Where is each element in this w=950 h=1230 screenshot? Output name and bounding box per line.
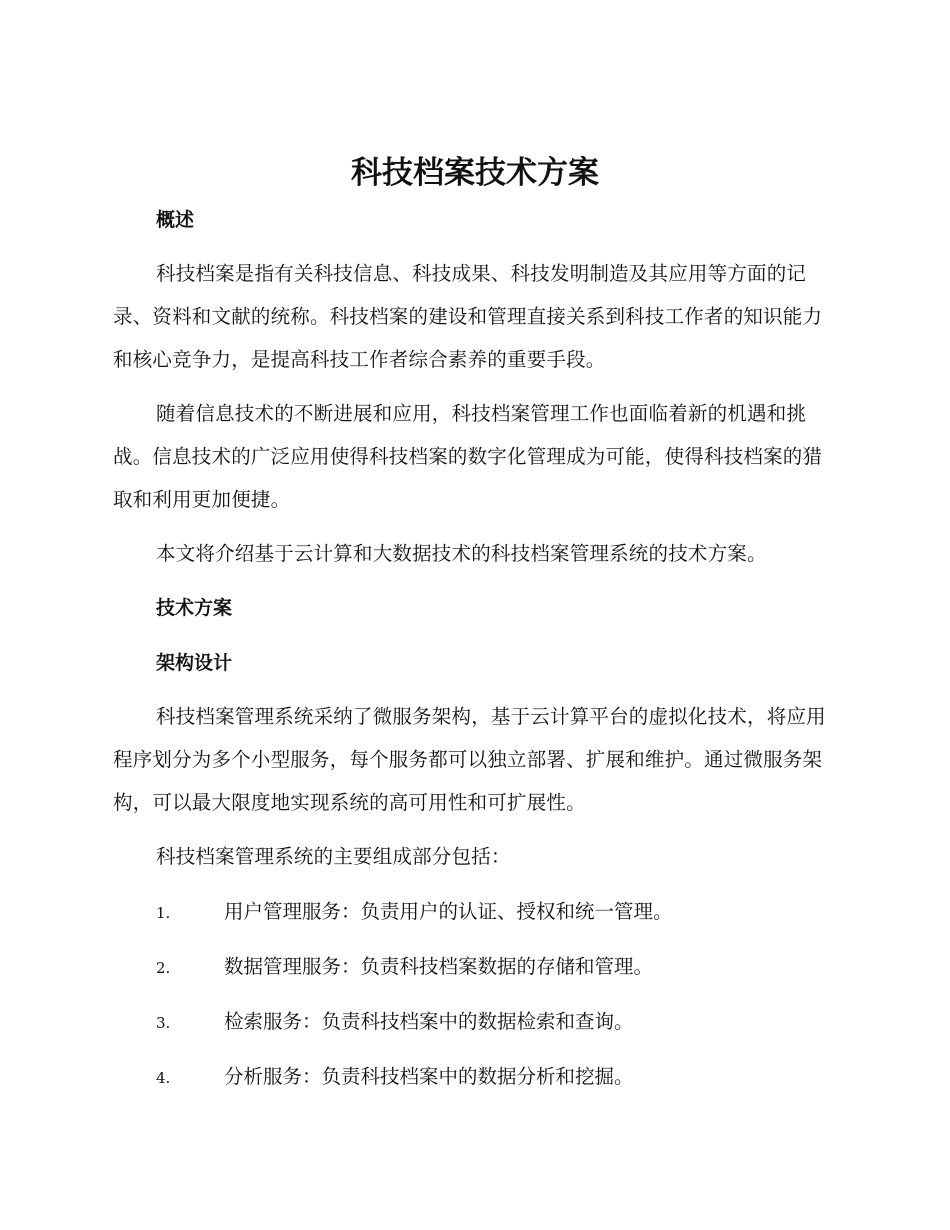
overview-paragraph-2: 随着信息技术的不断进展和应用，科技档案管理工作也面临着新的机遇和挑战。信息技术的广泛应用使得科技档案的数字化管理成为可能，使得科技档案的猎取和利用更加便捷。 (113, 402, 823, 511)
list-item (156, 1062, 836, 1093)
architecture-paragraph-1: 科技档案管理系统采纳了微服务架构，基于云计算平台的虚拟化技术，将应用程序划分为多个小型服务，每个服务都可以独立部署、扩展和维护。通过微服务架构，可以最大限度地实现系统的高可用性和可扩展性。 (113, 705, 826, 814)
list-item-number: 4. (156, 1069, 171, 1087)
list-item (156, 1007, 836, 1038)
overview-paragraph-3: 本文将介绍基于云计算和大数据技术的科技档案管理系统的技术方案。 (156, 542, 767, 565)
list-item-number: 2. (156, 959, 171, 977)
section-heading-tech: 技术方案 (156, 597, 233, 619)
architecture-paragraph-2: 科技档案管理系统的主要组成部分包括： (156, 845, 511, 868)
list-item-text: 检索服务：负责科技档案中的数据检索和查询。 (224, 1010, 634, 1033)
overview-paragraph-1: 科技档案是指有关科技信息、科技成果、科技发明制造及其应用等方面的记录、资料和文献的统称。科技档案的建设和管理直接关系到科技工作者的知识能力和核心竞争力，是提高科技工作者综合素养的重要手段。 (113, 262, 823, 371)
list-item (156, 897, 836, 928)
section-heading-architecture: 架构设计 (156, 652, 233, 674)
list-item-text: 分析服务：负责科技档案中的数据分析和挖掘。 (224, 1065, 634, 1088)
list-item-text: 用户管理服务：负责用户的认证、授权和统一管理。 (224, 900, 673, 923)
list-item (156, 952, 836, 983)
list-item-text: 数据管理服务：负责科技档案数据的存储和管理。 (224, 955, 654, 978)
list-item-number: 1. (156, 904, 171, 922)
list-item-number: 3. (156, 1014, 171, 1032)
section-heading-overview: 概述 (156, 209, 195, 231)
document-title: 科技档案技术方案 (351, 155, 599, 191)
